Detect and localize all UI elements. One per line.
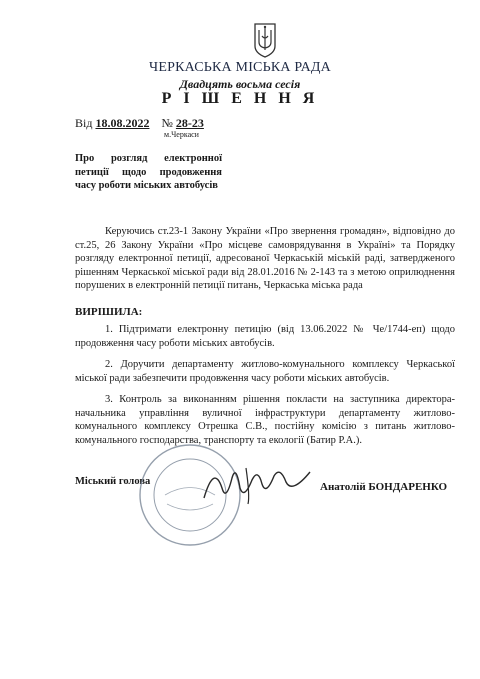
decided-heading: ВИРІШИЛА: bbox=[75, 306, 143, 318]
item-1: 1. Підтримати електронну петицію (від 13.06.2022 № Че/1744-еп) щодо продовження часу роботи міських автобусів. bbox=[75, 324, 455, 349]
handwritten-signature-icon bbox=[200, 458, 315, 508]
trident-icon bbox=[253, 22, 277, 58]
decision-date: 18.08.2022 bbox=[95, 116, 150, 130]
decision-number: 28-23 bbox=[175, 116, 204, 130]
subject-title: Про розгляд електронної петиції щодо продовження часу роботи міських автобусів bbox=[75, 153, 222, 191]
item-3: 3. Контроль за виконанням рішення покласти на заступника директора-начальника управління вуличної інфраструктури департаменту житлово-комунального комплексу Отрешка С.В., постійну комісію з питань житлово-комунального господарства, транспорту та екології (Батир Р.А.). bbox=[75, 394, 455, 446]
decision-title: Р І Ш Е Н Н Я bbox=[161, 90, 319, 107]
session-name: Двадцять восьма сесія bbox=[179, 77, 301, 91]
number-prefix: № bbox=[161, 116, 173, 130]
date-line bbox=[75, 116, 204, 131]
preamble: Керуючись ст.23-1 Закону України «Про звернення громадян», відповідно до ст.25, 26 Закону України «Про місцеве самоврядування в Україні» та Порядку розгляду електронної петиції, адресованої Черкаській міській раді, затвердженого рішенням Черкаської міської ради від 28.01.2016 № 2-143 та з метою оприлюднення порушених в електронній петиції питань, Черкаська міська рада bbox=[75, 226, 455, 292]
council-name: ЧЕРКАСЬКА МІСЬКА РАДА bbox=[149, 60, 331, 75]
item-2: 2. Доручити департаменту житлово-комунального комплексу Черкаської міської ради забезпечити продовження часу роботи міських автобусів. bbox=[75, 359, 455, 384]
mayor-name: Анатолій БОНДАРЕНКО bbox=[320, 481, 448, 493]
mayor-title: Міський голова bbox=[75, 476, 151, 487]
city: м.Черкаси bbox=[164, 130, 199, 139]
date-prefix: Від bbox=[75, 116, 93, 130]
